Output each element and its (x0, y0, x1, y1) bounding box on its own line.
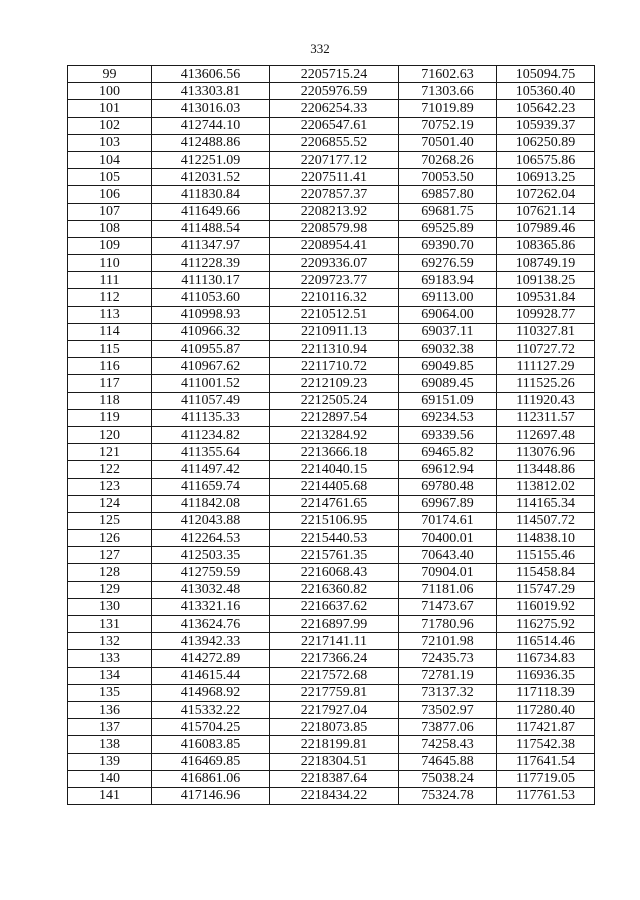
cell-value-b: 2206547.61 (270, 117, 399, 134)
cell-value-b: 2209336.07 (270, 255, 399, 272)
cell-value-a: 416083.85 (152, 736, 270, 753)
cell-value-b: 2211310.94 (270, 341, 399, 358)
cell-value-c: 69465.82 (399, 444, 497, 461)
cell-value-d: 107621.14 (497, 203, 595, 220)
cell-value-d: 112697.48 (497, 426, 595, 443)
cell-value-a: 410966.32 (152, 323, 270, 340)
cell-value-b: 2208579.98 (270, 220, 399, 237)
cell-value-c: 69032.38 (399, 341, 497, 358)
cell-value-c: 69234.53 (399, 409, 497, 426)
cell-value-d: 116514.46 (497, 633, 595, 650)
cell-value-b: 2212505.24 (270, 392, 399, 409)
cell-point-id: 124 (68, 495, 152, 512)
cell-value-b: 2218434.22 (270, 787, 399, 804)
cell-value-c: 70268.26 (399, 151, 497, 168)
cell-value-a: 413321.16 (152, 598, 270, 615)
cell-value-a: 411842.08 (152, 495, 270, 512)
cell-value-d: 106575.86 (497, 151, 595, 168)
cell-value-d: 111525.26 (497, 375, 595, 392)
cell-value-c: 70053.50 (399, 169, 497, 186)
cell-value-c: 69151.09 (399, 392, 497, 409)
table-row (68, 495, 595, 512)
cell-value-d: 105094.75 (497, 66, 595, 83)
cell-value-a: 411001.52 (152, 375, 270, 392)
cell-value-c: 69339.56 (399, 426, 497, 443)
cell-value-a: 412759.59 (152, 564, 270, 581)
cell-value-d: 114838.10 (497, 530, 595, 547)
cell-point-id: 131 (68, 616, 152, 633)
cell-value-d: 106250.89 (497, 134, 595, 151)
table-row (68, 375, 595, 392)
cell-value-d: 111920.43 (497, 392, 595, 409)
cell-value-d: 115747.29 (497, 581, 595, 598)
cell-value-b: 2218199.81 (270, 736, 399, 753)
cell-value-c: 70904.01 (399, 564, 497, 581)
cell-point-id: 108 (68, 220, 152, 237)
cell-value-d: 112311.57 (497, 409, 595, 426)
cell-point-id: 101 (68, 100, 152, 117)
table-row (68, 478, 595, 495)
cell-point-id: 138 (68, 736, 152, 753)
cell-value-c: 69113.00 (399, 289, 497, 306)
cell-value-b: 2207857.37 (270, 186, 399, 203)
table-row (68, 151, 595, 168)
cell-value-a: 411347.97 (152, 237, 270, 254)
cell-value-b: 2213666.18 (270, 444, 399, 461)
table-row (68, 100, 595, 117)
table-row (68, 564, 595, 581)
cell-point-id: 134 (68, 667, 152, 684)
cell-value-b: 2208954.41 (270, 237, 399, 254)
cell-value-b: 2215761.35 (270, 547, 399, 564)
cell-value-d: 115458.84 (497, 564, 595, 581)
cell-point-id: 127 (68, 547, 152, 564)
cell-value-c: 70752.19 (399, 117, 497, 134)
cell-value-a: 411488.54 (152, 220, 270, 237)
cell-point-id: 116 (68, 358, 152, 375)
cell-value-c: 72101.98 (399, 633, 497, 650)
cell-value-c: 69857.80 (399, 186, 497, 203)
table-row (68, 461, 595, 478)
cell-value-a: 411135.33 (152, 409, 270, 426)
cell-point-id: 109 (68, 237, 152, 254)
cell-value-b: 2205976.59 (270, 83, 399, 100)
cell-point-id: 106 (68, 186, 152, 203)
table-row (68, 701, 595, 718)
cell-value-b: 2214040.15 (270, 461, 399, 478)
cell-value-b: 2212897.54 (270, 409, 399, 426)
table-row (68, 323, 595, 340)
cell-value-c: 71019.89 (399, 100, 497, 117)
cell-value-d: 113076.96 (497, 444, 595, 461)
cell-value-c: 71181.06 (399, 581, 497, 598)
cell-point-id: 104 (68, 151, 152, 168)
cell-value-a: 411130.17 (152, 272, 270, 289)
cell-value-a: 411053.60 (152, 289, 270, 306)
cell-value-b: 2216068.43 (270, 564, 399, 581)
table-row (68, 684, 595, 701)
cell-point-id: 103 (68, 134, 152, 151)
cell-value-b: 2209723.77 (270, 272, 399, 289)
cell-value-d: 109531.84 (497, 289, 595, 306)
cell-value-c: 75038.24 (399, 770, 497, 787)
cell-point-id: 112 (68, 289, 152, 306)
table-row (68, 530, 595, 547)
cell-value-c: 70400.01 (399, 530, 497, 547)
table-row (68, 667, 595, 684)
cell-value-c: 72781.19 (399, 667, 497, 684)
cell-value-d: 109928.77 (497, 306, 595, 323)
cell-value-d: 111127.29 (497, 358, 595, 375)
cell-value-d: 108749.19 (497, 255, 595, 272)
table-row (68, 169, 595, 186)
cell-value-b: 2210116.32 (270, 289, 399, 306)
cell-point-id: 99 (68, 66, 152, 83)
table-row (68, 186, 595, 203)
cell-value-c: 69681.75 (399, 203, 497, 220)
cell-value-a: 414272.89 (152, 650, 270, 667)
cell-value-d: 116019.92 (497, 598, 595, 615)
cell-value-d: 116936.35 (497, 667, 595, 684)
cell-value-d: 117719.05 (497, 770, 595, 787)
cell-value-d: 113448.86 (497, 461, 595, 478)
table-row (68, 83, 595, 100)
cell-value-a: 412488.86 (152, 134, 270, 151)
cell-value-d: 116734.83 (497, 650, 595, 667)
cell-value-a: 413942.33 (152, 633, 270, 650)
cell-value-d: 114165.34 (497, 495, 595, 512)
cell-value-b: 2216360.82 (270, 581, 399, 598)
cell-value-c: 70643.40 (399, 547, 497, 564)
cell-value-a: 413032.48 (152, 581, 270, 598)
cell-value-a: 410955.87 (152, 341, 270, 358)
cell-value-d: 114507.72 (497, 512, 595, 529)
cell-value-c: 69612.94 (399, 461, 497, 478)
cell-value-a: 414968.92 (152, 684, 270, 701)
cell-value-a: 411659.74 (152, 478, 270, 495)
cell-point-id: 123 (68, 478, 152, 495)
cell-value-d: 105939.37 (497, 117, 595, 134)
cell-point-id: 119 (68, 409, 152, 426)
cell-value-c: 69089.45 (399, 375, 497, 392)
cell-point-id: 132 (68, 633, 152, 650)
table-row (68, 753, 595, 770)
cell-value-a: 413624.76 (152, 616, 270, 633)
cell-value-a: 410998.93 (152, 306, 270, 323)
table-row (68, 770, 595, 787)
cell-value-a: 411057.49 (152, 392, 270, 409)
cell-value-d: 108365.86 (497, 237, 595, 254)
cell-value-c: 69780.48 (399, 478, 497, 495)
cell-value-c: 73877.06 (399, 719, 497, 736)
cell-value-b: 2216637.62 (270, 598, 399, 615)
cell-value-b: 2218304.51 (270, 753, 399, 770)
table-row (68, 203, 595, 220)
table-row (68, 736, 595, 753)
cell-value-b: 2206855.52 (270, 134, 399, 151)
cell-point-id: 121 (68, 444, 152, 461)
table-row (68, 392, 595, 409)
cell-point-id: 100 (68, 83, 152, 100)
cell-point-id: 114 (68, 323, 152, 340)
cell-value-d: 106913.25 (497, 169, 595, 186)
cell-value-b: 2218387.64 (270, 770, 399, 787)
cell-value-c: 73502.97 (399, 701, 497, 718)
cell-value-c: 75324.78 (399, 787, 497, 804)
table-row (68, 66, 595, 83)
cell-value-a: 413606.56 (152, 66, 270, 83)
cell-point-id: 118 (68, 392, 152, 409)
cell-point-id: 139 (68, 753, 152, 770)
cell-value-d: 110327.81 (497, 323, 595, 340)
cell-value-c: 69037.11 (399, 323, 497, 340)
cell-value-b: 2212109.23 (270, 375, 399, 392)
cell-point-id: 105 (68, 169, 152, 186)
table-row (68, 272, 595, 289)
cell-value-b: 2208213.92 (270, 203, 399, 220)
cell-point-id: 125 (68, 512, 152, 529)
cell-point-id: 141 (68, 787, 152, 804)
cell-value-b: 2214761.65 (270, 495, 399, 512)
table-row (68, 117, 595, 134)
cell-value-c: 69525.89 (399, 220, 497, 237)
table-row (68, 426, 595, 443)
cell-value-a: 411228.39 (152, 255, 270, 272)
cell-value-b: 2210911.13 (270, 323, 399, 340)
coordinate-table (67, 65, 595, 805)
cell-value-a: 413016.03 (152, 100, 270, 117)
cell-value-b: 2217141.11 (270, 633, 399, 650)
cell-value-b: 2217927.04 (270, 701, 399, 718)
cell-point-id: 122 (68, 461, 152, 478)
cell-value-d: 117280.40 (497, 701, 595, 718)
table-row (68, 220, 595, 237)
table-row (68, 134, 595, 151)
cell-value-c: 74258.43 (399, 736, 497, 753)
cell-point-id: 135 (68, 684, 152, 701)
cell-value-a: 412251.09 (152, 151, 270, 168)
cell-value-b: 2211710.72 (270, 358, 399, 375)
cell-value-c: 69183.94 (399, 272, 497, 289)
cell-value-b: 2210512.51 (270, 306, 399, 323)
cell-value-d: 105360.40 (497, 83, 595, 100)
table-row (68, 598, 595, 615)
cell-value-c: 70501.40 (399, 134, 497, 151)
cell-value-a: 411649.66 (152, 203, 270, 220)
cell-value-d: 116275.92 (497, 616, 595, 633)
cell-value-c: 69049.85 (399, 358, 497, 375)
table-row (68, 341, 595, 358)
table-row (68, 255, 595, 272)
cell-value-c: 73137.32 (399, 684, 497, 701)
cell-point-id: 107 (68, 203, 152, 220)
cell-value-b: 2215440.53 (270, 530, 399, 547)
cell-point-id: 117 (68, 375, 152, 392)
cell-value-c: 71473.67 (399, 598, 497, 615)
cell-value-b: 2217366.24 (270, 650, 399, 667)
cell-value-a: 411234.82 (152, 426, 270, 443)
table-row (68, 547, 595, 564)
cell-point-id: 128 (68, 564, 152, 581)
cell-value-c: 69064.00 (399, 306, 497, 323)
cell-value-a: 412043.88 (152, 512, 270, 529)
cell-value-a: 412264.53 (152, 530, 270, 547)
cell-point-id: 120 (68, 426, 152, 443)
cell-value-d: 110727.72 (497, 341, 595, 358)
table-row (68, 444, 595, 461)
table-row (68, 306, 595, 323)
cell-value-c: 71602.63 (399, 66, 497, 83)
table-row (68, 616, 595, 633)
table-row (68, 787, 595, 804)
cell-value-d: 117542.38 (497, 736, 595, 753)
cell-point-id: 111 (68, 272, 152, 289)
table-row (68, 719, 595, 736)
cell-point-id: 113 (68, 306, 152, 323)
cell-point-id: 110 (68, 255, 152, 272)
cell-value-d: 117421.87 (497, 719, 595, 736)
cell-value-a: 411830.84 (152, 186, 270, 203)
cell-point-id: 140 (68, 770, 152, 787)
cell-value-d: 105642.23 (497, 100, 595, 117)
table-row (68, 409, 595, 426)
cell-value-b: 2217759.81 (270, 684, 399, 701)
cell-point-id: 130 (68, 598, 152, 615)
cell-value-a: 417146.96 (152, 787, 270, 804)
cell-value-c: 71780.96 (399, 616, 497, 633)
cell-value-d: 113812.02 (497, 478, 595, 495)
cell-value-d: 109138.25 (497, 272, 595, 289)
cell-point-id: 126 (68, 530, 152, 547)
cell-value-c: 69967.89 (399, 495, 497, 512)
cell-value-b: 2205715.24 (270, 66, 399, 83)
cell-value-c: 69390.70 (399, 237, 497, 254)
cell-value-a: 414615.44 (152, 667, 270, 684)
cell-value-b: 2207511.41 (270, 169, 399, 186)
cell-value-b: 2207177.12 (270, 151, 399, 168)
table-row (68, 358, 595, 375)
cell-value-a: 416469.85 (152, 753, 270, 770)
cell-value-c: 74645.88 (399, 753, 497, 770)
table-row (68, 581, 595, 598)
cell-value-b: 2216897.99 (270, 616, 399, 633)
cell-value-c: 72435.73 (399, 650, 497, 667)
cell-value-c: 71303.66 (399, 83, 497, 100)
cell-point-id: 136 (68, 701, 152, 718)
cell-value-a: 415332.22 (152, 701, 270, 718)
cell-value-a: 412031.52 (152, 169, 270, 186)
cell-value-d: 117118.39 (497, 684, 595, 701)
table-row (68, 512, 595, 529)
table-row (68, 237, 595, 254)
cell-value-a: 411497.42 (152, 461, 270, 478)
cell-value-a: 413303.81 (152, 83, 270, 100)
table-body (68, 66, 595, 805)
cell-point-id: 102 (68, 117, 152, 134)
cell-value-a: 411355.64 (152, 444, 270, 461)
cell-value-b: 2213284.92 (270, 426, 399, 443)
cell-value-c: 69276.59 (399, 255, 497, 272)
cell-point-id: 137 (68, 719, 152, 736)
cell-point-id: 133 (68, 650, 152, 667)
cell-value-a: 412744.10 (152, 117, 270, 134)
table-row (68, 650, 595, 667)
cell-value-b: 2215106.95 (270, 512, 399, 529)
cell-value-d: 117641.54 (497, 753, 595, 770)
cell-value-a: 415704.25 (152, 719, 270, 736)
cell-value-a: 416861.06 (152, 770, 270, 787)
cell-value-d: 115155.46 (497, 547, 595, 564)
page-number: 332 (310, 41, 330, 56)
cell-value-c: 70174.61 (399, 512, 497, 529)
cell-value-b: 2206254.33 (270, 100, 399, 117)
cell-point-id: 115 (68, 341, 152, 358)
cell-point-id: 129 (68, 581, 152, 598)
cell-value-d: 107989.46 (497, 220, 595, 237)
cell-value-b: 2218073.85 (270, 719, 399, 736)
cell-value-b: 2217572.68 (270, 667, 399, 684)
cell-value-d: 107262.04 (497, 186, 595, 203)
cell-value-b: 2214405.68 (270, 478, 399, 495)
table-row (68, 289, 595, 306)
table-row (68, 633, 595, 650)
cell-value-d: 117761.53 (497, 787, 595, 804)
cell-value-a: 412503.35 (152, 547, 270, 564)
cell-value-a: 410967.62 (152, 358, 270, 375)
